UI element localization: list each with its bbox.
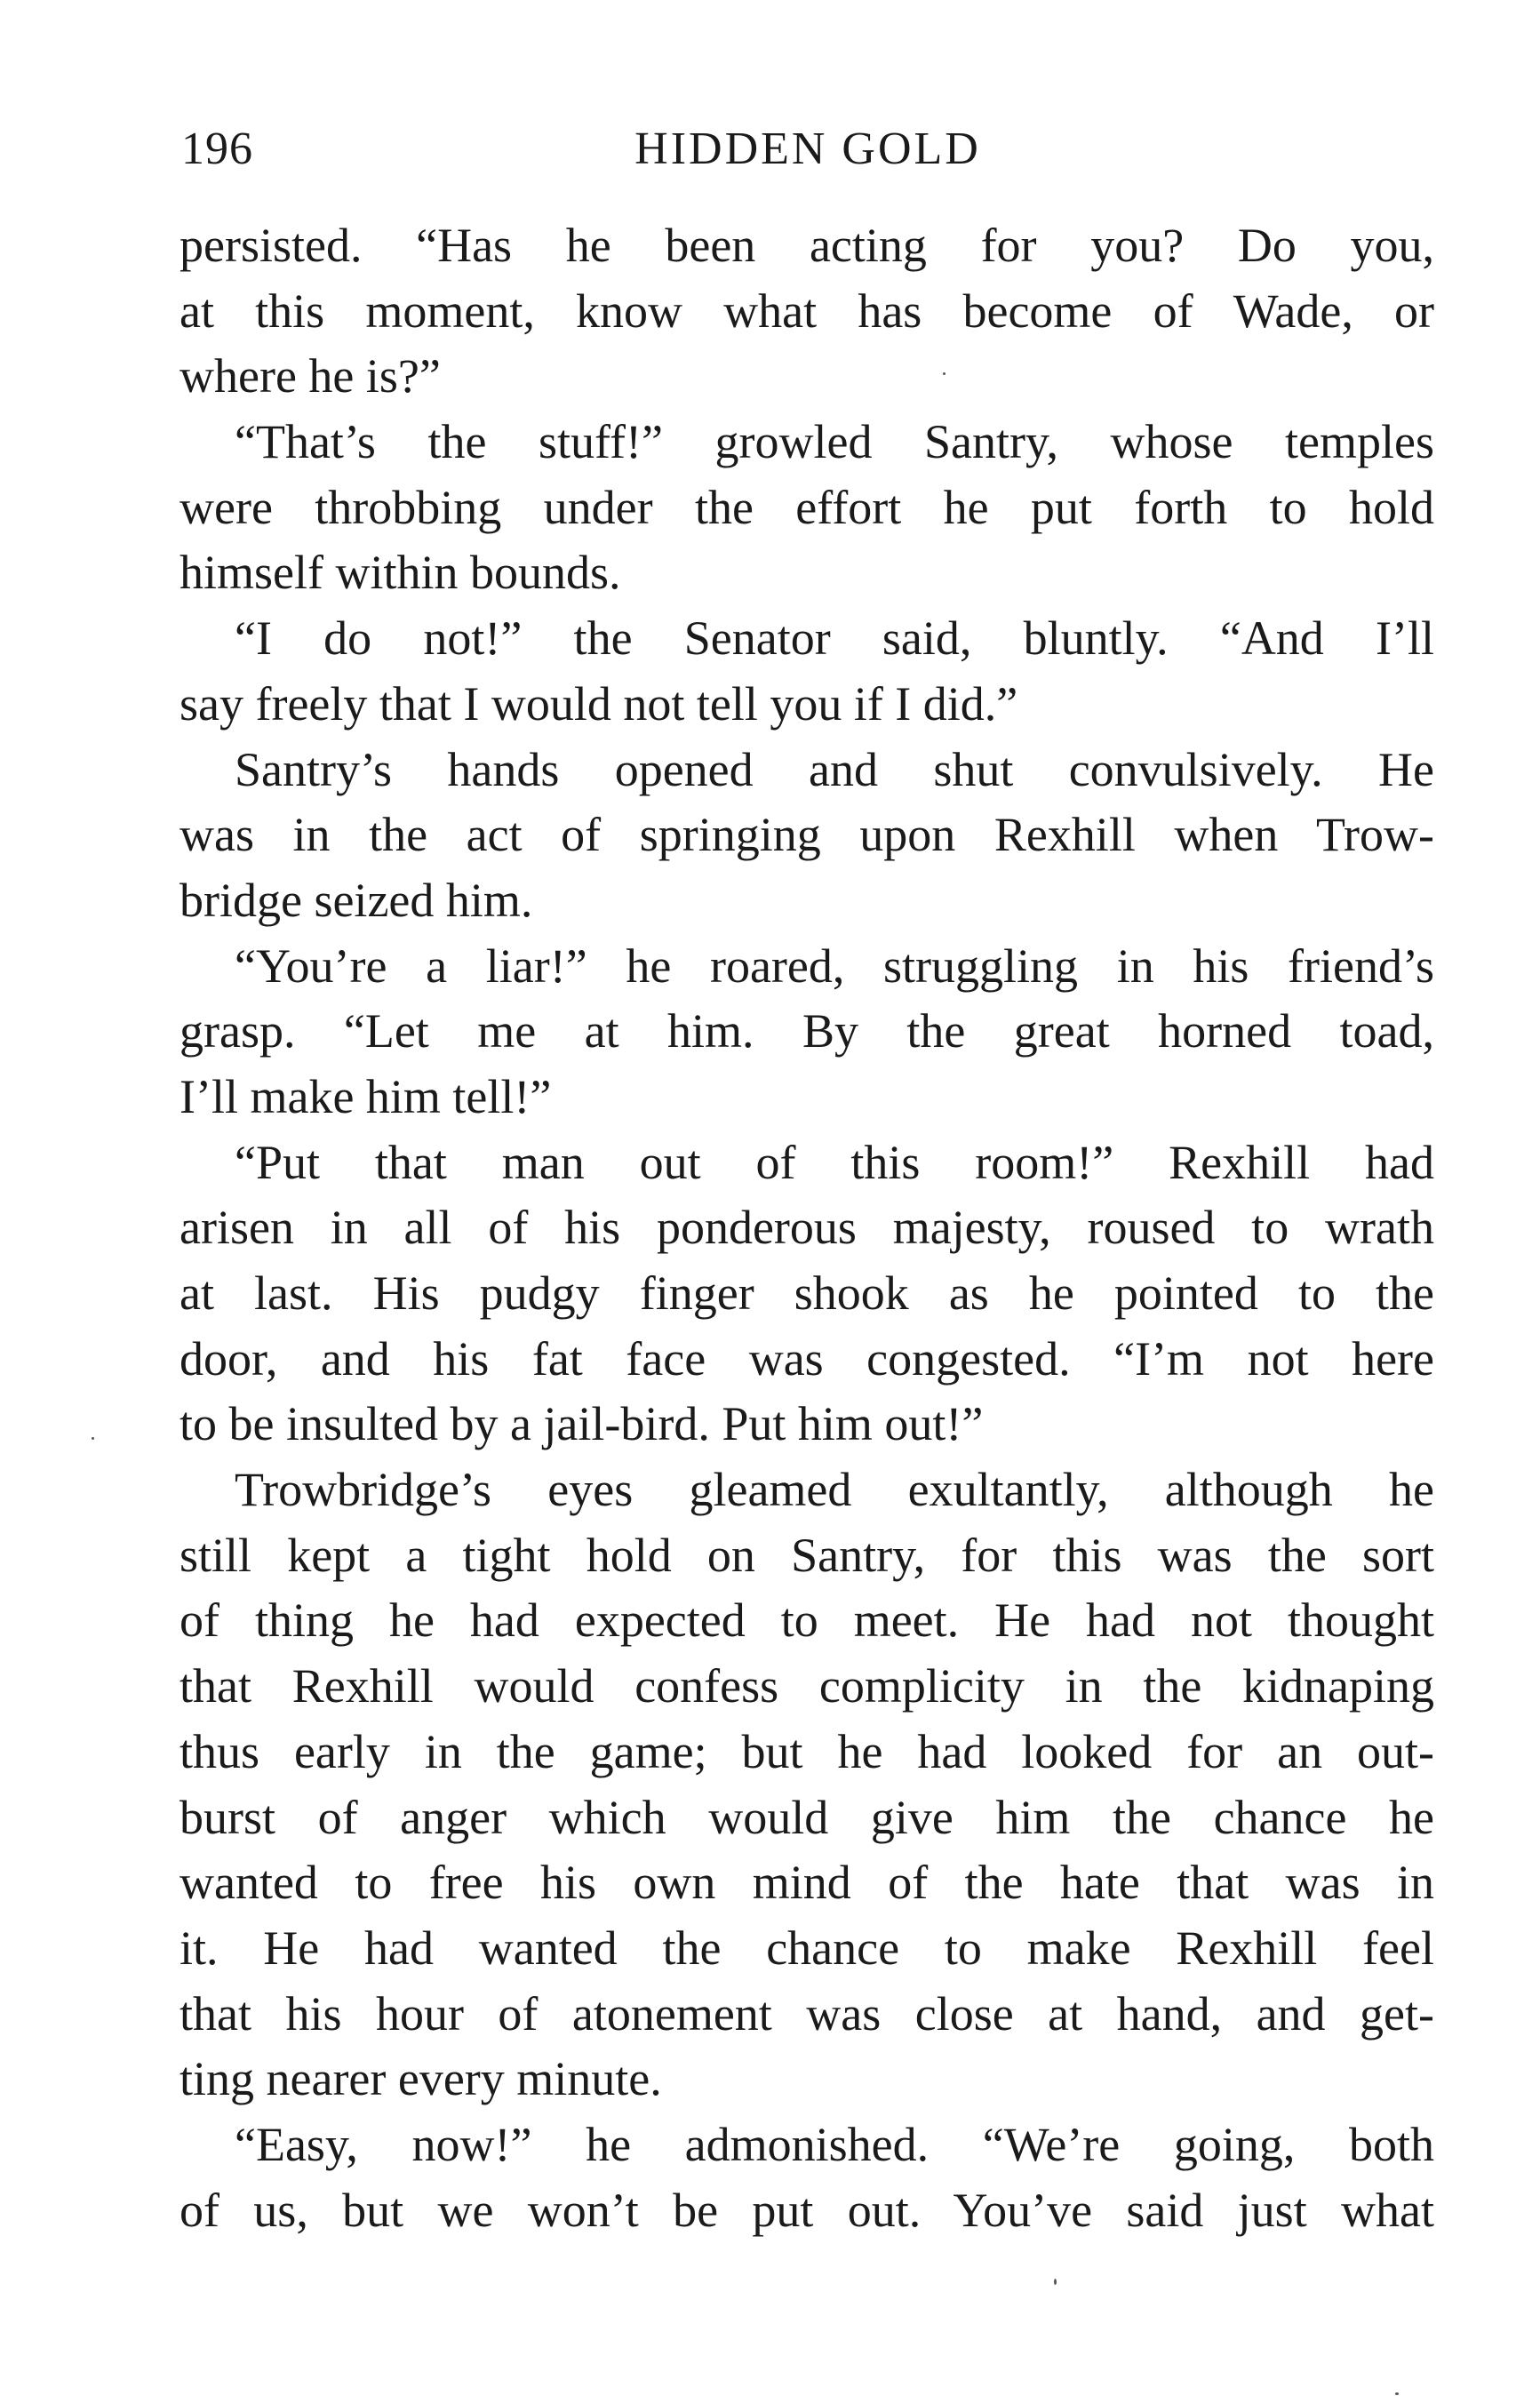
text-line: wanted to free his own mind of the hate that was in [180, 1856, 1434, 1910]
text-line: was in the act of springing upon Rexhill when Trow- [180, 808, 1434, 862]
body-text [180, 213, 1434, 2243]
text-line: burst of anger which would give him the chance he [180, 1790, 1434, 1844]
running-head [181, 123, 1434, 185]
text-line: Santry’s hands opened and shut convulsively. He [235, 742, 1434, 796]
text-line: of thing he had expected to meet. He had not thought [180, 1593, 1434, 1648]
text-line: to be insulted by a jail-bird. Put him out!” [180, 1397, 984, 1451]
text-line: arisen in all of his ponderous majesty, roused to wrath [180, 1201, 1434, 1255]
text-line: of us, but we won’t be put out. You’ve said just what [180, 2183, 1434, 2237]
text-line: say freely that I would not tell you if I did.” [180, 676, 1018, 731]
scan-speck [1054, 2279, 1057, 2285]
text-line: himself within bounds. [180, 546, 621, 600]
text-line: still kept a tight hold on Santry, for this was the sort [180, 1528, 1434, 1582]
scan-speck [92, 1437, 94, 1440]
page-number: 196 [181, 124, 253, 174]
text-line: “Put that man out of this room!” Rexhill had [235, 1135, 1434, 1189]
scan-speck [1395, 2392, 1399, 2395]
text-line: it. He had wanted the chance to make Rexhill feel [180, 1921, 1434, 1975]
text-line: “That’s the stuff!” growled Santry, whose temples [235, 415, 1434, 469]
text-line: at this moment, know what has become of Wade, or [180, 284, 1434, 338]
text-line: at last. His pudgy finger shook as he pointed to the [180, 1266, 1434, 1320]
text-line: door, and his fat face was congested. “I’m not here [180, 1331, 1434, 1386]
text-line: ting nearer every minute. [180, 2052, 662, 2106]
scan-speck [943, 372, 946, 375]
text-line: that his hour of atonement was close at hand, and get- [180, 1986, 1434, 2041]
text-line: Trowbridge’s eyes gleamed exultantly, although he [235, 1463, 1434, 1517]
text-line: “Easy, now!” he admonished. “We’re going, both [235, 2117, 1434, 2171]
text-line: I’ll make him tell!” [180, 1069, 552, 1123]
text-line: were throbbing under the effort he put forth to hold [180, 480, 1434, 534]
text-line: that Rexhill would confess complicity in the kidnaping [180, 1659, 1434, 1713]
text-line: where he is?” [180, 349, 441, 403]
text-line: bridge seized him. [180, 873, 533, 927]
book-title: HIDDEN GOLD [634, 124, 981, 174]
text-line: “You’re a liar!” he roared, struggling in his friend’s [235, 938, 1434, 993]
text-line: persisted. “Has he been acting for you? Do you, [180, 219, 1434, 272]
text-line: thus early in the game; but he had looked for an out- [180, 1724, 1434, 1778]
text-line: grasp. “Let me at him. By the great horned toad, [180, 1004, 1434, 1058]
text-line: “I do not!” the Senator said, bluntly. “And I’ll [235, 611, 1434, 666]
